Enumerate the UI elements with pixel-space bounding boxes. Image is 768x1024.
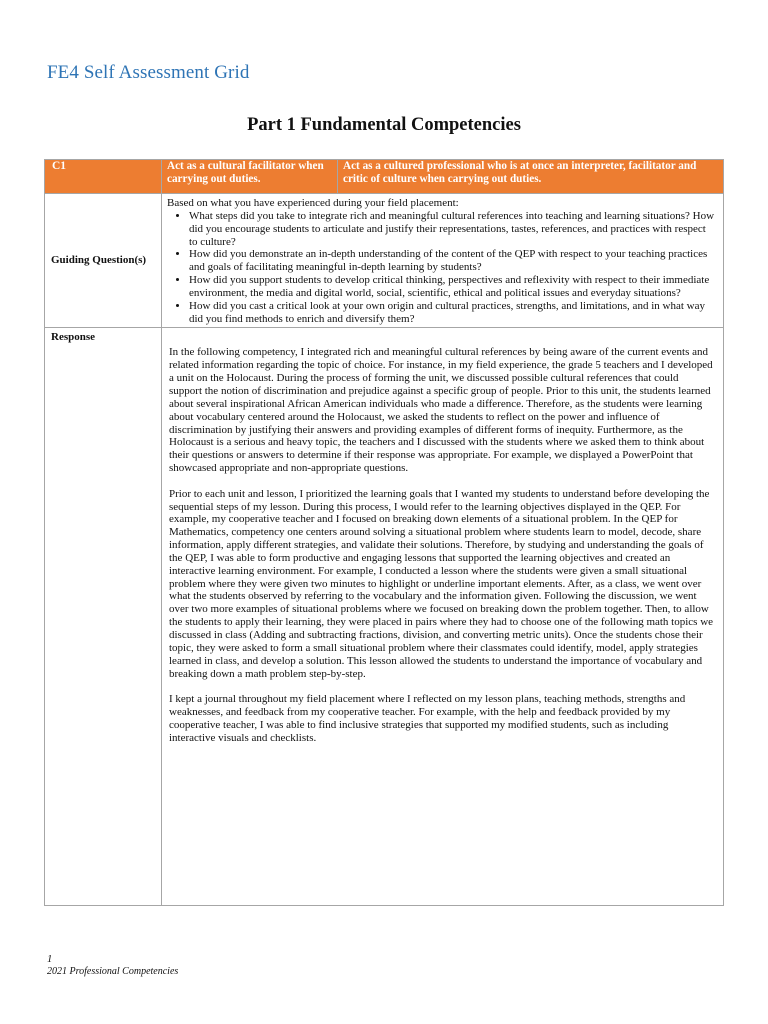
competency-header-row: [45, 160, 724, 194]
guiding-questions-list: [167, 210, 717, 326]
guiding-question-item: • How did you support students to develop critical thinking, perspectives and reflexivity with respect to their immediate environment, the media and digital world, social, scientific, ethical and political issues and everyday situations?: [189, 274, 717, 300]
guiding-questions-label: Guiding Question(s): [45, 194, 162, 328]
part-title: Part 1 Fundamental Competencies: [247, 115, 521, 135]
guiding-questions-intro: Based on what you have experienced during your field placement:: [167, 197, 459, 209]
competency-long-description: Act as a cultured professional who is at once an interpreter, facilitator and critic of culture when carrying out duties.: [338, 160, 724, 194]
response-paragraph: Prior to each unit and lesson, I prioritized the learning goals that I wanted my students to understand before developing the sequential steps of my lesson. During this process, I would refer to the learning objectives displayed in the QEP. For example, my cooperative teacher and I focused on breaking down elements of a situational problem. In the QEP for Mathematics, competency one centers around solving a situational problem where students learn to model, decode, share information, apply different strategies, and validate their solutions. Therefore, by studying and understanding the goals of the QEP, I was able to form productive and engaging lessons that supported the learning objectives and created an interactive learning environment. For example, I conducted a lesson where the students were given a small situational problem where they were given two minutes to highlight or underline important elements. After, as a class, we went over what the students observed by referring to the vocabulary and the information given. Following the discussion, we went over two more examples of situational problems where we focused on breaking down the problem together. Then, to allow the students to apply their learning, they were placed in pairs where they had to choose one of the following math topics we discussed in class (Adding and subtracting fractions, division, and converting metric units). Once the students chose their topic, they were asked to form a small situational problem where their classmates could identify, model, apply strategies learned in class, and develop a solution. This lesson allowed the students to understand the importance of vocabulary and breaking down a math problem step-by-step.: [169, 487, 714, 680]
self-assessment-table: [44, 159, 724, 906]
document-title: FE4 Self Assessment Grid: [47, 62, 250, 83]
competency-code: C1: [45, 160, 162, 194]
footer-text: 2021 Professional Competencies: [47, 966, 179, 977]
guiding-questions-cell: [162, 194, 724, 328]
guiding-questions-row: [45, 194, 724, 328]
response-paragraph: In the following competency, I integrated rich and meaningful cultural references by being aware of the current events and related information regarding the topic of choice. For instance, in my field experience, the grade 5 teachers and I developed a unit on the Holocaust. During the process of forming the unit, we discussed possible cultural references that could support the notion of discrimination and prejudice against a specific group of people. Prior to this unit, the students learned about several inspirational African American individuals who made a difference. Therefore, as the students were learning about vocabulary centered around the Holocaust, we asked the students to reflect on the power and influence of discrimination by justifying their answers and providing examples of different forms of inequity. Furthermore, as the Holocaust is a serious and heavy topic, the teachers and I discussed with the students where we asked them to think about their questions or answers to determine if their response was appropriate. For example, we displayed a PowerPoint that showcased appropriate and non-appropriate questions.: [169, 346, 713, 475]
response-cell[interactable]: [162, 328, 724, 906]
response-label: Response: [45, 328, 162, 906]
footer-page-number: 1: [47, 954, 53, 965]
competency-short-description: Act as a cultural facilitator when carrying out duties.: [162, 160, 338, 194]
response-row: [45, 328, 724, 906]
guiding-question-item: • What steps did you take to integrate rich and meaningful cultural references into teaching and learning situations? How did you encourage students to articulate and justify their representations, tastes, references, and practices with respect to culture?: [189, 210, 717, 249]
response-paragraph: I kept a journal throughout my field placement where I reflected on my lesson plans, teaching methods, strengths and weaknesses, and feedback from my cooperative teacher. For example, with the help and feedback provided by my cooperative teacher, I was able to find inclusive strategies that supported my modified students, such as including interactive visuals and checklists.: [169, 693, 686, 744]
guiding-question-item: • How did you demonstrate an in-depth understanding of the content of the QEP with respect to your teaching practices and goals of facilitating meaningful in-depth learning by students?: [189, 248, 717, 274]
guiding-question-item: • How did you cast a critical look at your own origin and cultural practices, strengths, and limitations, and in what way did you find methods to enrich and diversify them?: [189, 300, 717, 326]
